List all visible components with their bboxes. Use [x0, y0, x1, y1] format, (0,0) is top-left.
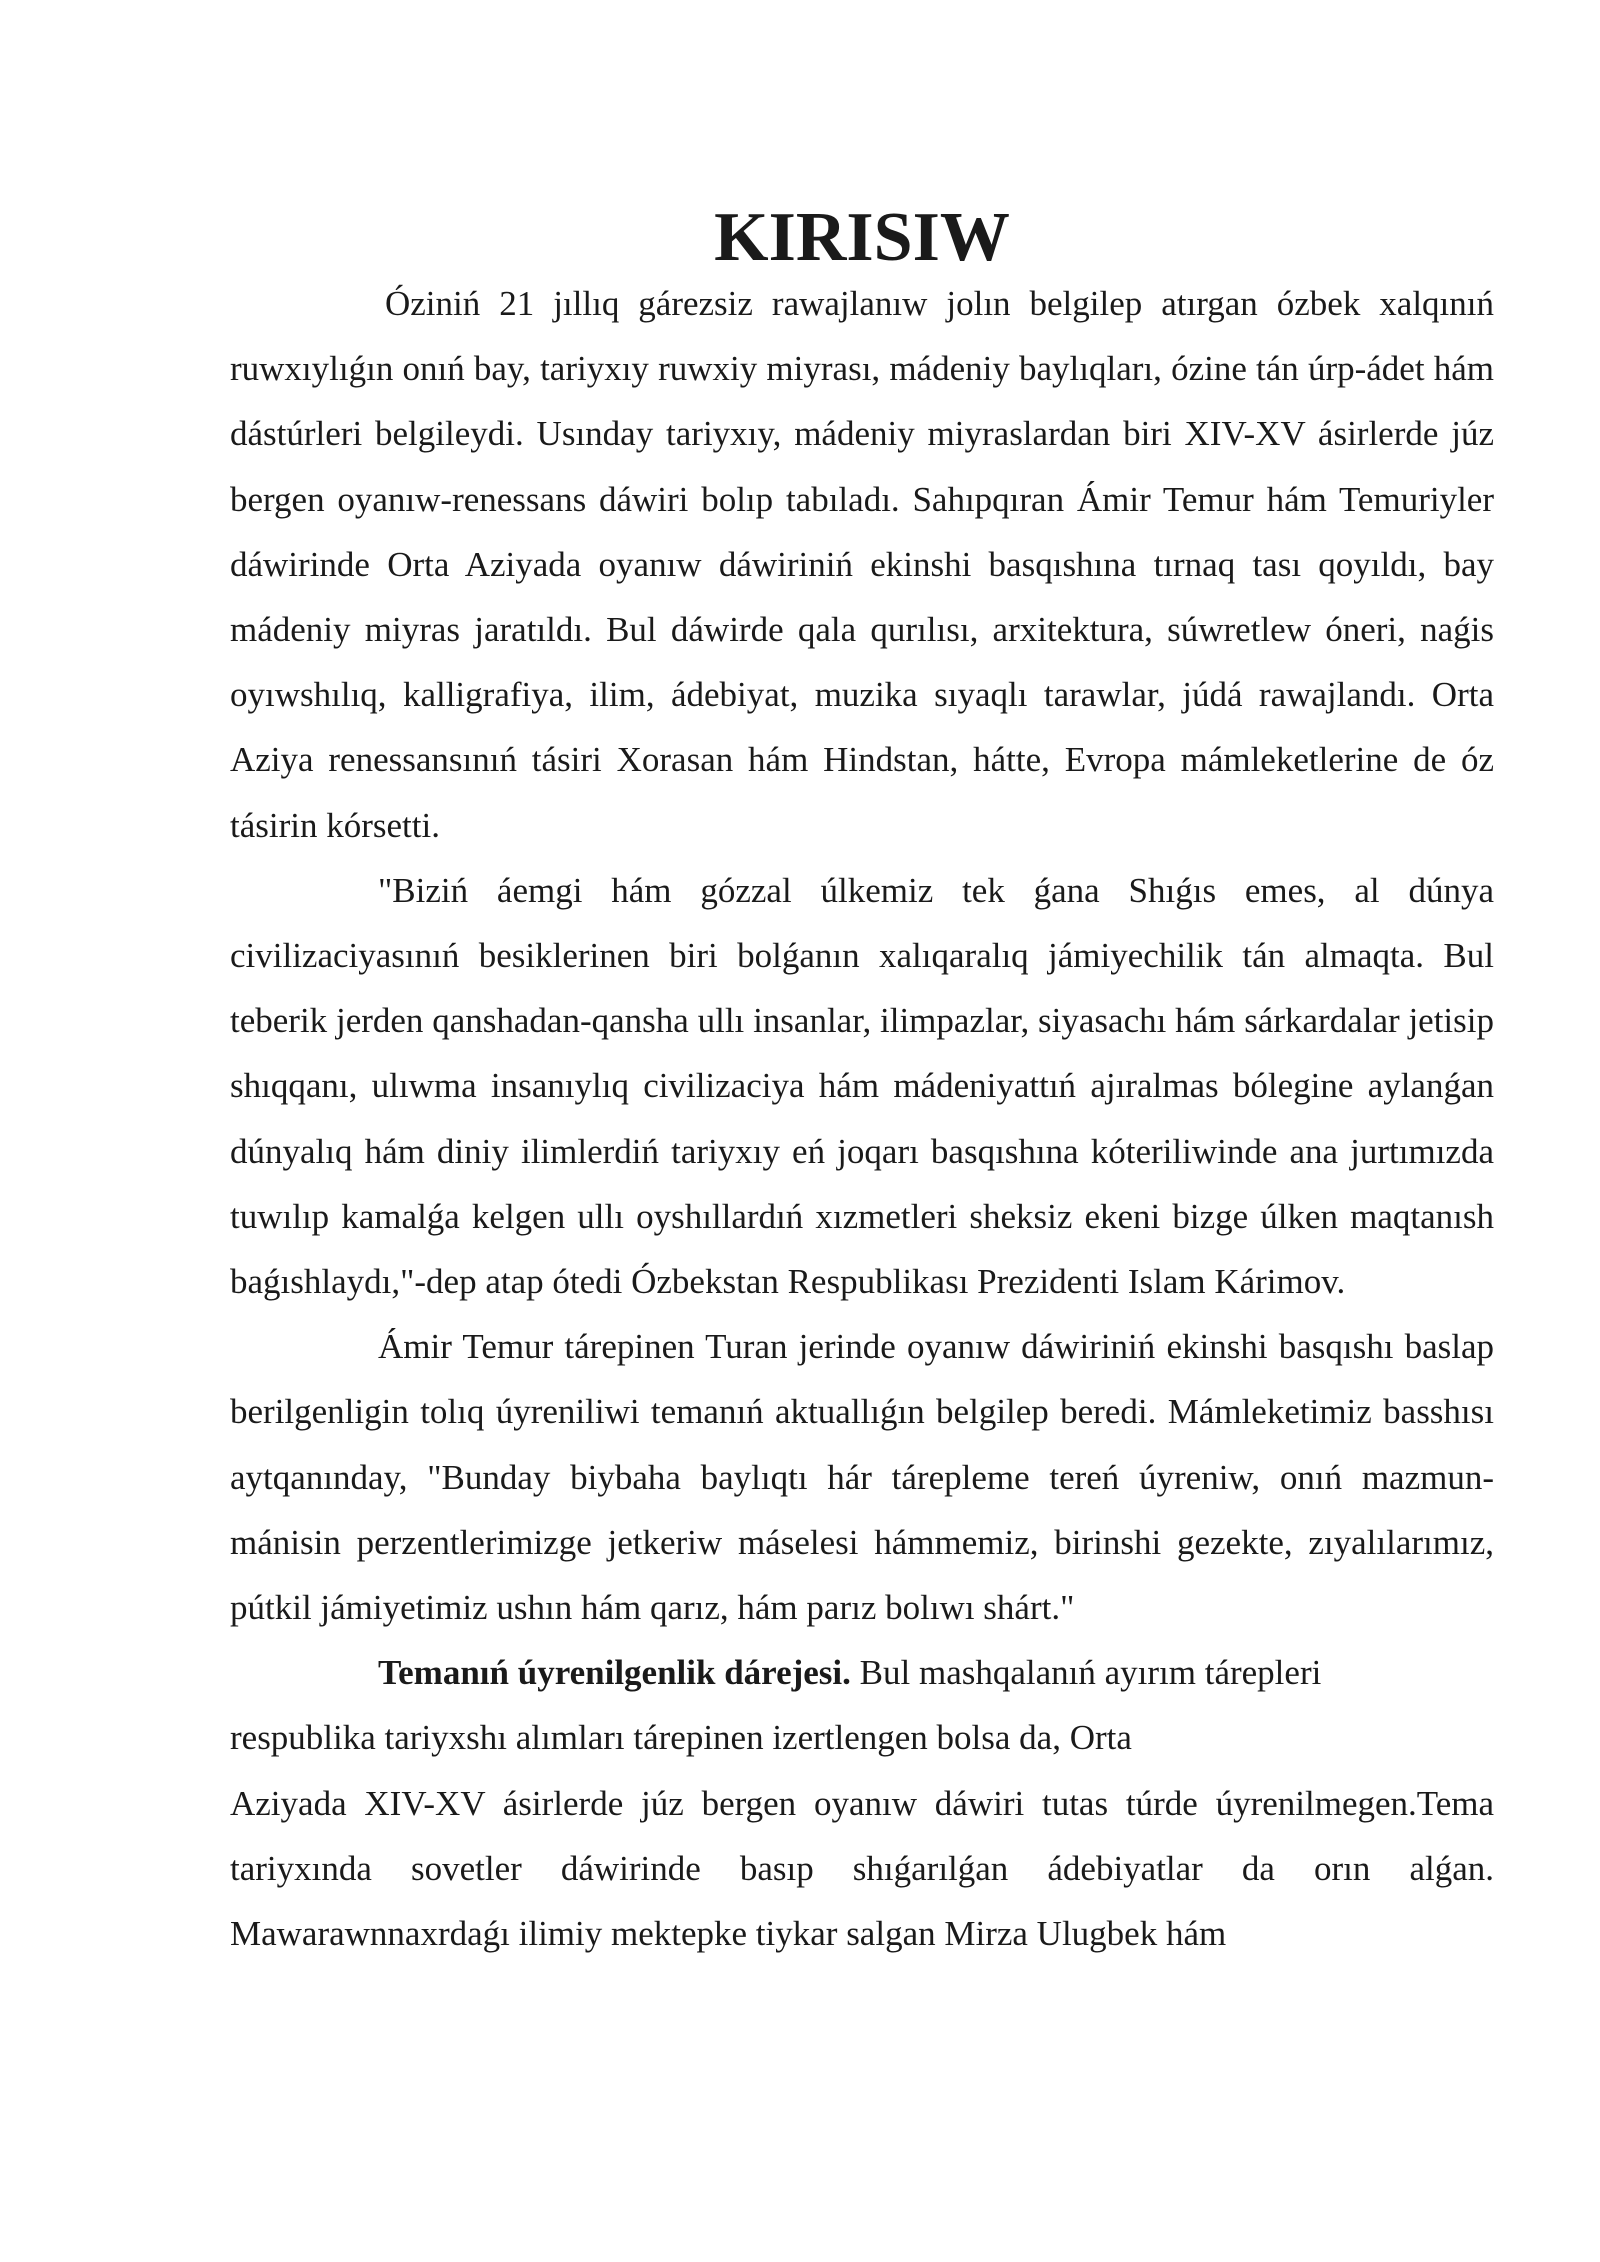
document-title: KIRISIW	[714, 199, 1010, 276]
paragraph-study-level	[230, 1640, 1494, 1770]
section-heading-study-level: Temanıń úyrenilgenlik dárejesi.	[378, 1653, 851, 1693]
paragraph-study-level-continued: Aziyada XIV-XV ásirlerde júz bergen oyanıw dáwiri tutas túrde úyrenilmegen.Tema tariyxında sovetler dáwirinde basıp shıǵarılǵan ádebiyatlar da orın alǵan. Mawarawnnaxrdaǵı ilimiy mektepke tiykar salgan Mirza Ulugbek hám	[230, 1783, 1494, 1954]
paragraph-quote: "Biziń áemgi hám gózzal úlkemiz tek ǵana Shıǵıs emes, al dúnya civilizaciyasınıń besiklerinen biri bolǵanın xalıqaralıq jámiyechilik tán almaqta. Bul teberik jerden qanshadan-qansha ullı insanlar, ilimpazlar, siyasachı hám sárkardalar jetisip shıqqanı, ulıwma insanıylıq civilizaciya hám mádeniyattıń ajıralmas bólegine aylanǵan dúnyalıq hám diniy ilimlerdiń tariyxıy eń joqarı basqıshına kóteriliwinde ana jurtımızda tuwılıp kamalǵa kelgen ullı oyshıllardıń xızmetleri sheksiz ekeni bizge úlken maqtanısh baǵıshlaydı,"-dep atap ótedi Ózbekstan Respublikası Prezidenti Islam Kárimov.	[230, 870, 1494, 1302]
paragraph-study-level-line2: respublika tariyxshı alımları tárepinen izertlengen bolsa da, Orta	[230, 1718, 1132, 1758]
paragraph-study-level-text: Bul mashqalanıń ayırım tárepleri	[850, 1653, 1322, 1693]
document-body	[230, 199, 1494, 1966]
paragraph-actuality: Ámir Temur tárepinen Turan jerinde oyanıw dáwiriniń ekinshi basqıshı baslap berilgenligin tolıq úyreniliwi temanıń aktuallıǵın belgilep beredi. Mámleketimiz basshısı aytqanınday, "Bunday biybaha baylıqtı hár tárepleme tereń úyreniw, onıń mazmun-mánisin perzentlerimizge jetkeriw máselesi hámmemiz, birinshi gezekte, zıyalılarımız, pútkil jámiyetimiz ushın hám qarız, hám parız bolıwı shárt."	[230, 1327, 1494, 1628]
paragraph-intro: Óziniń 21 jıllıq gárezsiz rawajlanıw jolın belgilep atırgan ózbek xalqınıń ruwxıylıǵın onıń bay, tariyxıy ruwxiy miyrası, mádeniy baylıqları, ózine tán úrp-ádet hám dástúrleri belgileydi. Usınday tariyxıy, mádeniy miyraslardan biri XIV-XV ásirlerde júz bergen oyanıw-renessans dáwiri bolıp tabıladı. Sahıpqıran Ámir Temur hám Temuriyler dáwirinde Orta Aziyada oyanıw dáwiriniń ekinshi basqıshına tırnaq tası qoyıldı, bay mádeniy miyras jaratıldı. Bul dáwirde qala qurılısı, arxitektura, súwretlew óneri, naǵis oyıwshılıq, kalligrafiya, ilim, ádebiyat, muzika sıyaqlı tarawlar, júdá rawajlandı. Orta Aziya renessansınıń tásiri Xorasan hám Hindstan, hátte, Evropa mámleketlerine de óz tásirin kórsetti.	[230, 284, 1494, 845]
